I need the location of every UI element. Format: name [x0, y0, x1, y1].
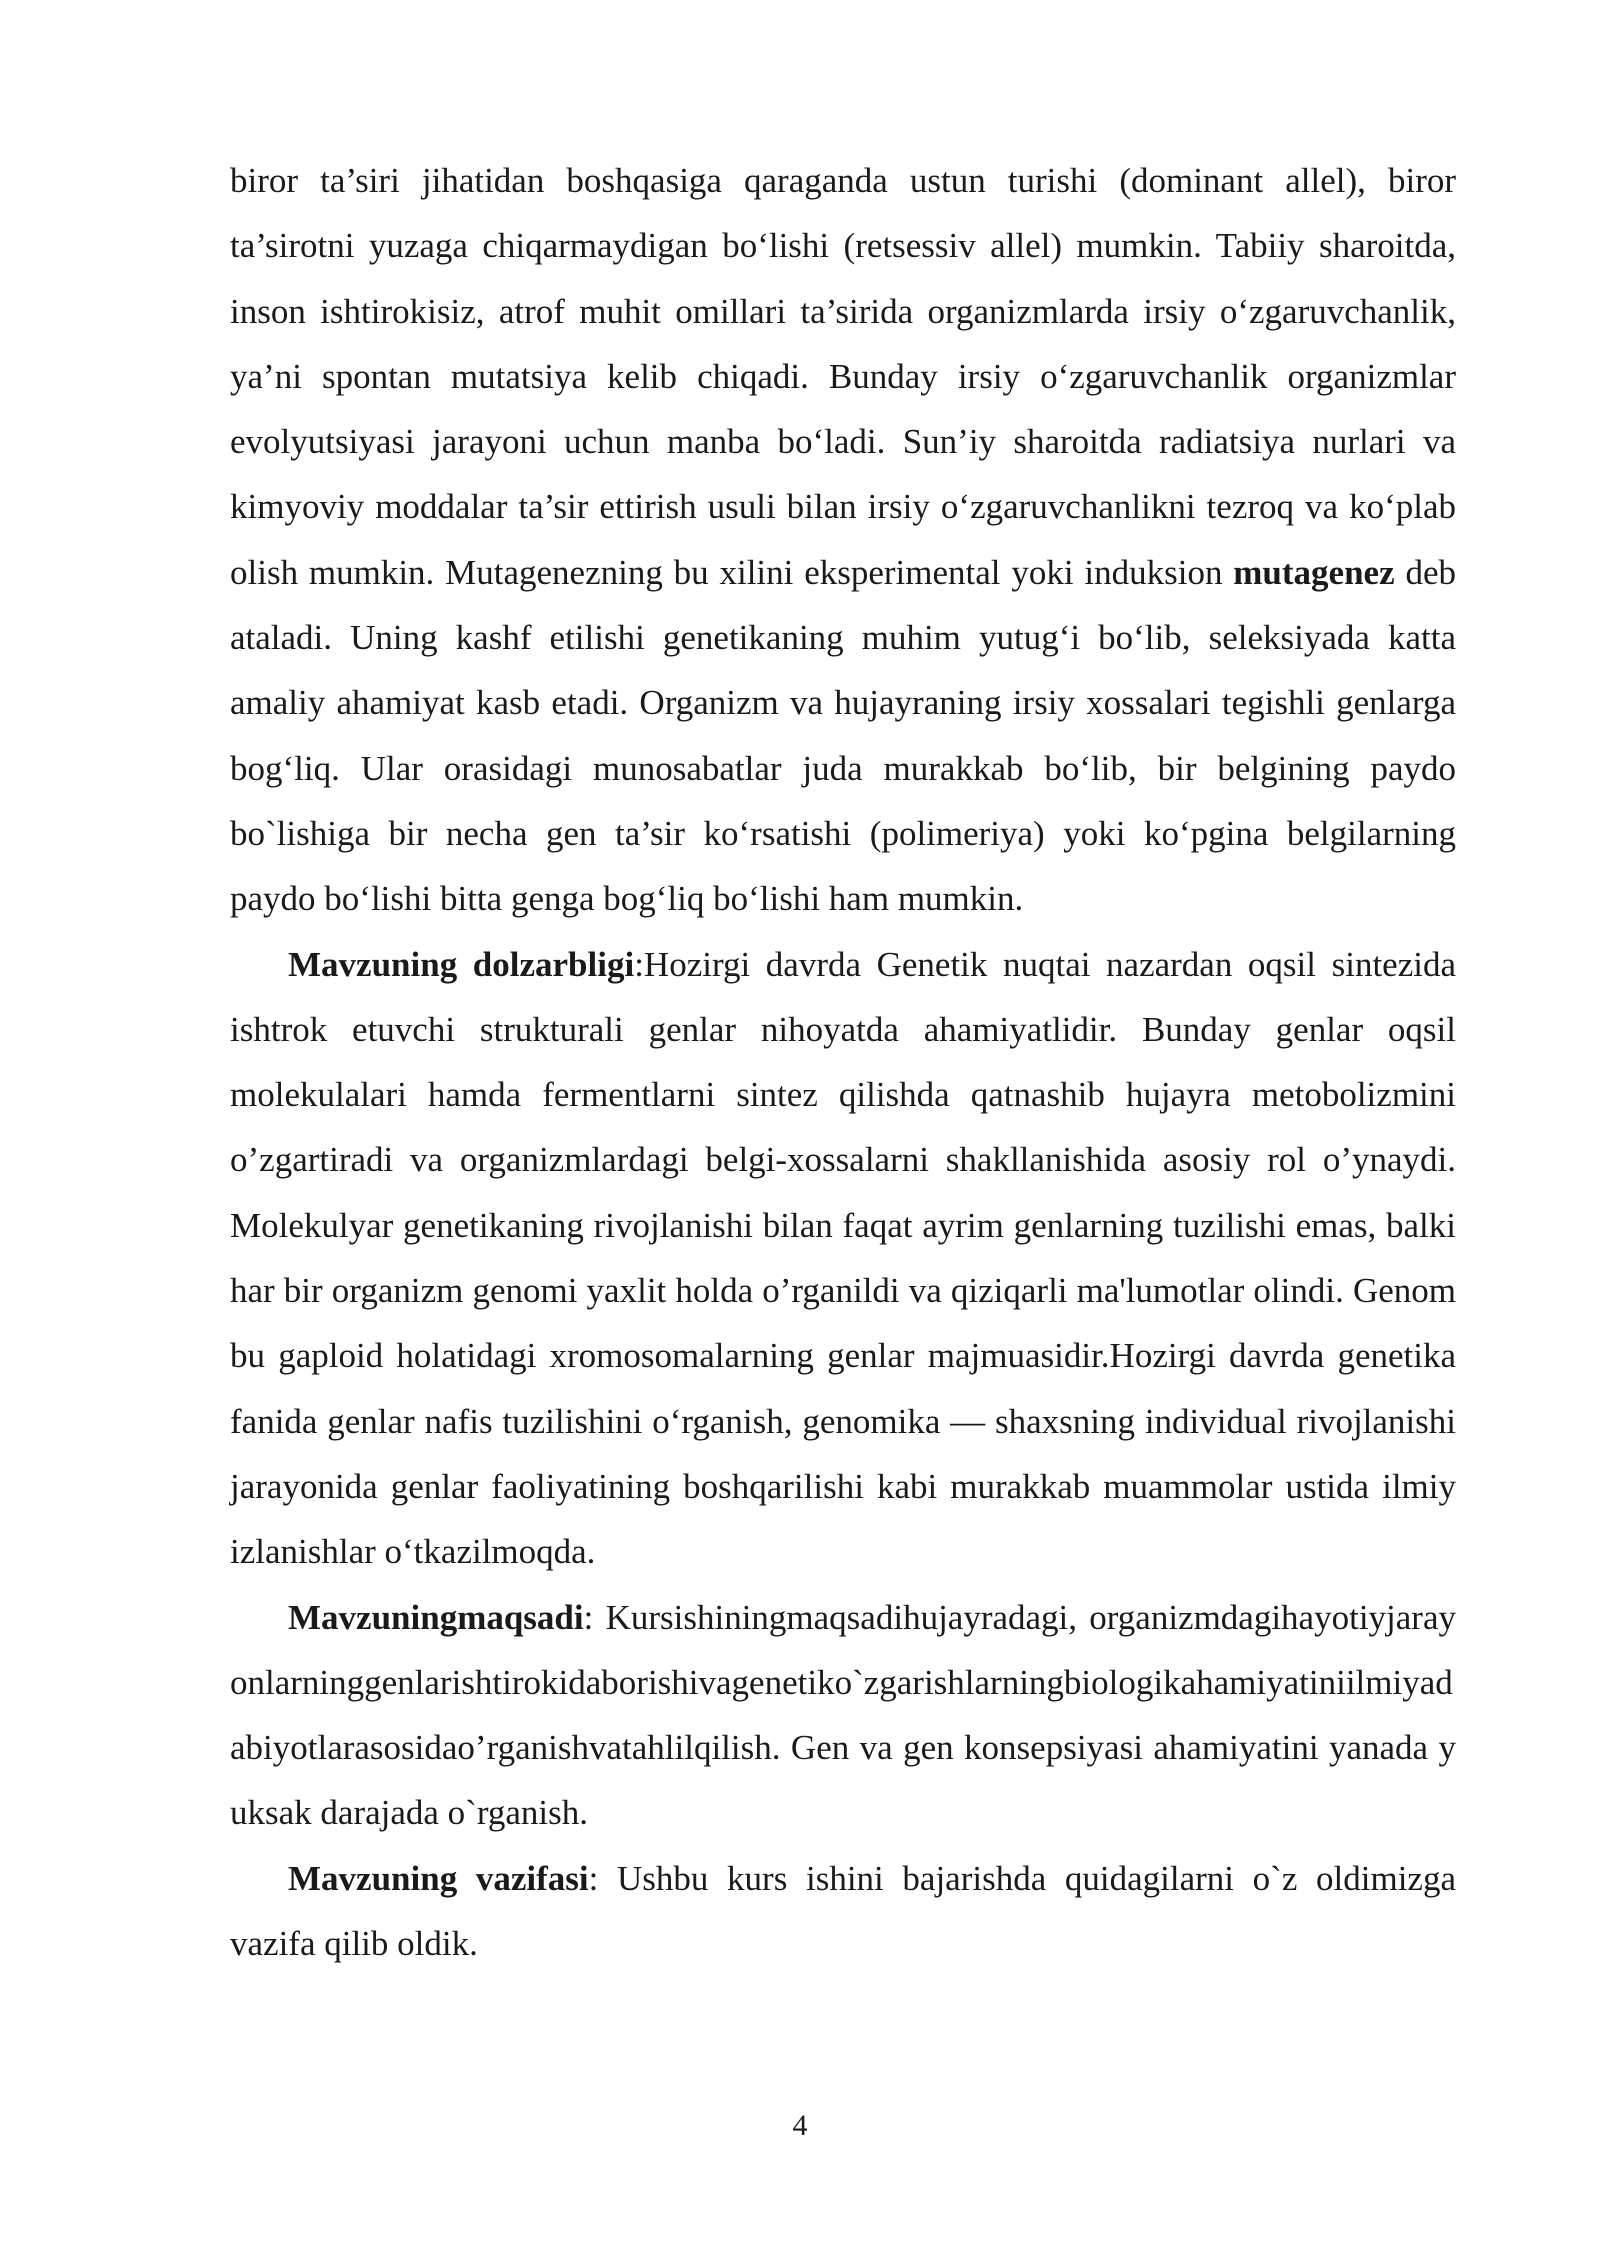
term-mutagenez: mutagenez — [1233, 552, 1395, 592]
paragraph-tasks — [230, 1846, 1456, 1977]
heading-tasks: Mavzuning vazifasi — [288, 1858, 589, 1898]
paragraph-text: : Kursishiningmaqsadihujayradagi, organizmdagihayotiyjarayonlarninggenlarishtirokidaborishivagenetiko`zgarishlarningbiologikahamiyatiniilmiyadabiyotlarasosidao’rganishvatahlilqilish. Gen va gen konsepsiyasi ahamiyatini yanada yuksak darajada o`rganish. — [230, 1597, 1456, 1833]
paragraph-text: deb ataladi. Uning kashf etilishi genetikaning muhim yutug‘i bo‘lib, seleksiyada katta amaliy ahamiyat kasb etadi. Organizm va hujayraning irsiy xossalari tegishli genlarga bog‘liq. Ular orasidagi munosabatlar juda murakkab bo‘lib, bir belgining paydo bo`lishiga bir necha gen ta’sir ko‘rsatishi (polimeriya) yoki ko‘pgina belgilarning paydo bo‘lishi bitta genga bog‘liq bo‘lishi ham mumkin. — [230, 552, 1457, 919]
heading-relevance: Mavzuning dolzarbligi — [288, 944, 635, 984]
paragraph-genetics-intro — [230, 148, 1456, 932]
paragraph-text: :Hozirgi davrda Genetik nuqtai nazardan oqsil sintezida ishtrok etuvchi strukturali genlar nihoyatda ahamiyatlidir. Bunday genlar oqsil molekulalari hamda fermentlarni sintez qilishda qatnashib hujayra metobolizmini o’zgartiradi va organizmlardagi belgi-xossalarni shakllanishida asosiy rol o’ynaydi. Molekulyar genetikaning rivojlanishi bilan faqat ayrim genlarning tuzilishi emas, balki har bir organizm genomi yaxlit holda o’rganildi va qiziqarli ma'lumotlar olindi. Genom bu gaploid holatidagi xromosomalarning genlar majmuasidir.Hozirgi davrda genetika fanida genlar nafis tuzilishini o‘rganish, genomika — shaxsning individual rivojlanishi jarayonida genlar faoliyatining boshqarilishi kabi murakkab muammolar ustida ilmiy izlanishlar o‘tkazilmoqda. — [230, 944, 1456, 1572]
paragraph-relevance — [230, 932, 1456, 1585]
heading-purpose: Mavzuningmaqsadi — [288, 1597, 584, 1637]
paragraph-purpose — [230, 1585, 1456, 1846]
page-number: 4 — [792, 2109, 808, 2142]
paragraph-text: biror ta’siri jihatidan boshqasiga qaraganda ustun turishi (dominant allel), biror ta’sirotni yuzaga chiqarmaydigan bo‘lishi (retsessiv allel) mumkin. Tabiiy sharoitda, inson ishtirokisiz, atrof muhit omillari ta’sirida organizmlarda irsiy o‘zgaruvchanlik, ya’ni spontan mutatsiya kelib chiqadi. Bunday irsiy o‘zgaruvchanlik organizmlar evolyutsiyasi jarayoni uchun manba bo‘ladi. Sun’iy sharoitda radiatsiya nurlari va kimyoviy moddalar ta’sir ettirish usuli bilan irsiy o‘zgaruvchanlikni tezroq va ko‘plab olish mumkin. Mutagenezning bu xilini eksperimental yoki induksion — [230, 161, 1456, 592]
document-page — [230, 148, 1456, 1976]
paragraph-text: : Ushbu kurs ishini bajarishda quidagilarni o`z oldimizga vazifa qilib oldik. — [230, 1858, 1456, 1964]
